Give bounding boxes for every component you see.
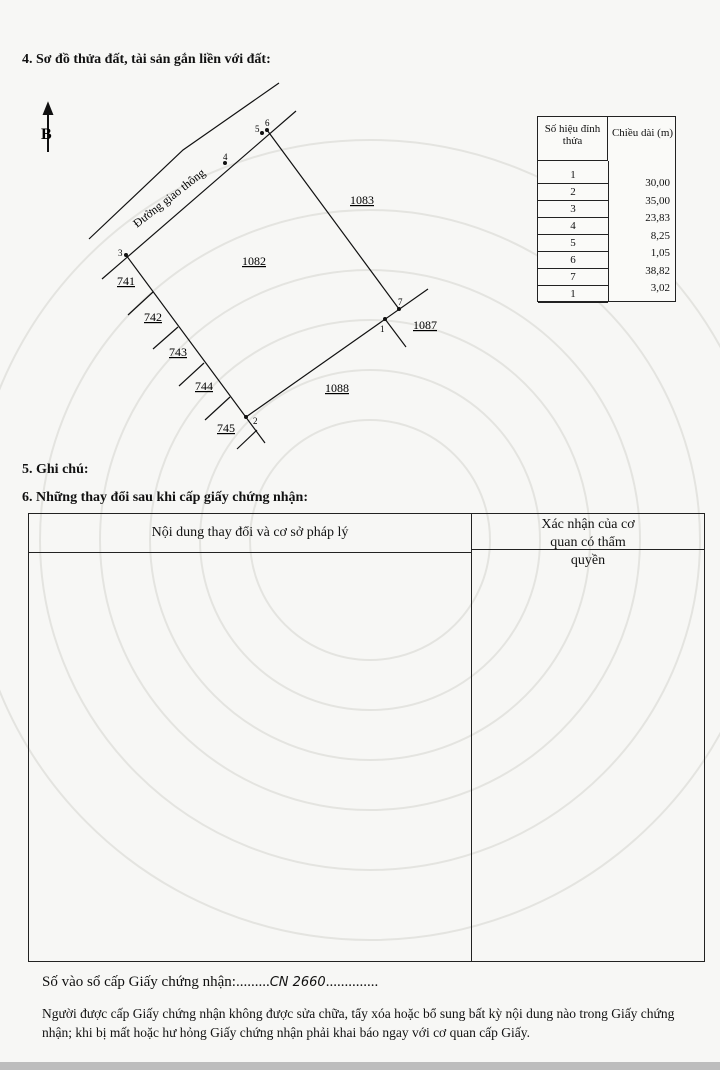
- parcel-743: 743: [169, 345, 187, 359]
- point-4: 4: [223, 152, 228, 162]
- vertex-length-table: [537, 116, 676, 302]
- parcel-1082: 1082: [242, 254, 266, 268]
- road-label: Đường giao thông: [130, 165, 208, 231]
- edge-length: 38,82: [645, 264, 670, 277]
- parcel-1083: 1083: [350, 193, 374, 207]
- vertex-id: 4: [538, 218, 608, 235]
- point-5: 5: [255, 124, 260, 134]
- boundary-6-7: [267, 130, 399, 309]
- point-6: 6: [265, 118, 270, 128]
- point-2: 2: [253, 416, 258, 426]
- col-change-content: Nội dung thay đổi và cơ sở pháp lý: [29, 514, 472, 553]
- parcel-741: 741: [117, 274, 135, 288]
- parcel-744: 744: [195, 379, 213, 393]
- vertex-id: 3: [538, 201, 608, 218]
- point-3: 3: [118, 248, 123, 258]
- edge-length: 30,00: [645, 177, 670, 189]
- notice-text: Người được cấp Giấy chứng nhận không được sửa chữa, tẩy xóa hoặc bổ sung bất kỳ nội dung nào trong Giấy chứng nhận; khi bị mất hoặc hư hỏng Giấy chứng nhận phải khai báo ngay với cơ quan cấp Giấy.: [42, 1006, 675, 1040]
- register-label: Số vào sổ cấp Giấy chứng nhận:: [42, 974, 236, 990]
- col-authority-confirm: Xác nhận của cơ quan có thẩm quyền: [472, 514, 704, 550]
- parcel-742: 742: [144, 310, 162, 324]
- vertex-id: 6: [538, 252, 608, 269]
- section-6-title: 6. Những thay đổi sau khi cấp giấy chứng nhận:: [22, 490, 309, 505]
- page-edge: [0, 1062, 720, 1070]
- edge-length: 8,25: [650, 229, 670, 242]
- parcel-1088: 1088: [325, 381, 349, 395]
- section-4-title: 4. Sơ đồ thửa đất, tài sản gắn liền với đất:: [22, 52, 271, 67]
- section-5-title: 5. Ghi chú:: [22, 462, 89, 477]
- point-1: 1: [380, 324, 385, 334]
- vertex-id: 7: [538, 269, 608, 286]
- vertex-id: 1: [538, 286, 608, 303]
- boundary-3-2: [126, 255, 265, 443]
- register-value: CN 2660: [269, 975, 326, 990]
- edge-length: 23,83: [645, 212, 670, 224]
- north-label: B: [41, 126, 52, 143]
- vertex-id: 2: [538, 184, 608, 201]
- point-7: 7: [398, 297, 403, 307]
- road-edge: [89, 83, 279, 239]
- parcel-745: 745: [217, 421, 235, 435]
- edge-length: 3,02: [650, 282, 670, 294]
- register-number: Số vào sổ cấp Giấy chứng nhận:.........CN 2660..............: [42, 974, 379, 990]
- boundary-1-1087: [385, 319, 406, 347]
- boundary-3-6: [102, 111, 296, 279]
- vertex-id: 5: [538, 235, 608, 252]
- edge-length: 35,00: [645, 194, 670, 207]
- header-length: Chiều dài (m): [611, 127, 674, 139]
- parcel-1087: 1087: [413, 318, 437, 332]
- changes-table: [28, 513, 705, 962]
- edge-length: 1,05: [650, 247, 670, 259]
- header-vertex-id: Số hiệu đỉnh thửa: [538, 117, 608, 161]
- vertex-id: 1: [538, 167, 608, 184]
